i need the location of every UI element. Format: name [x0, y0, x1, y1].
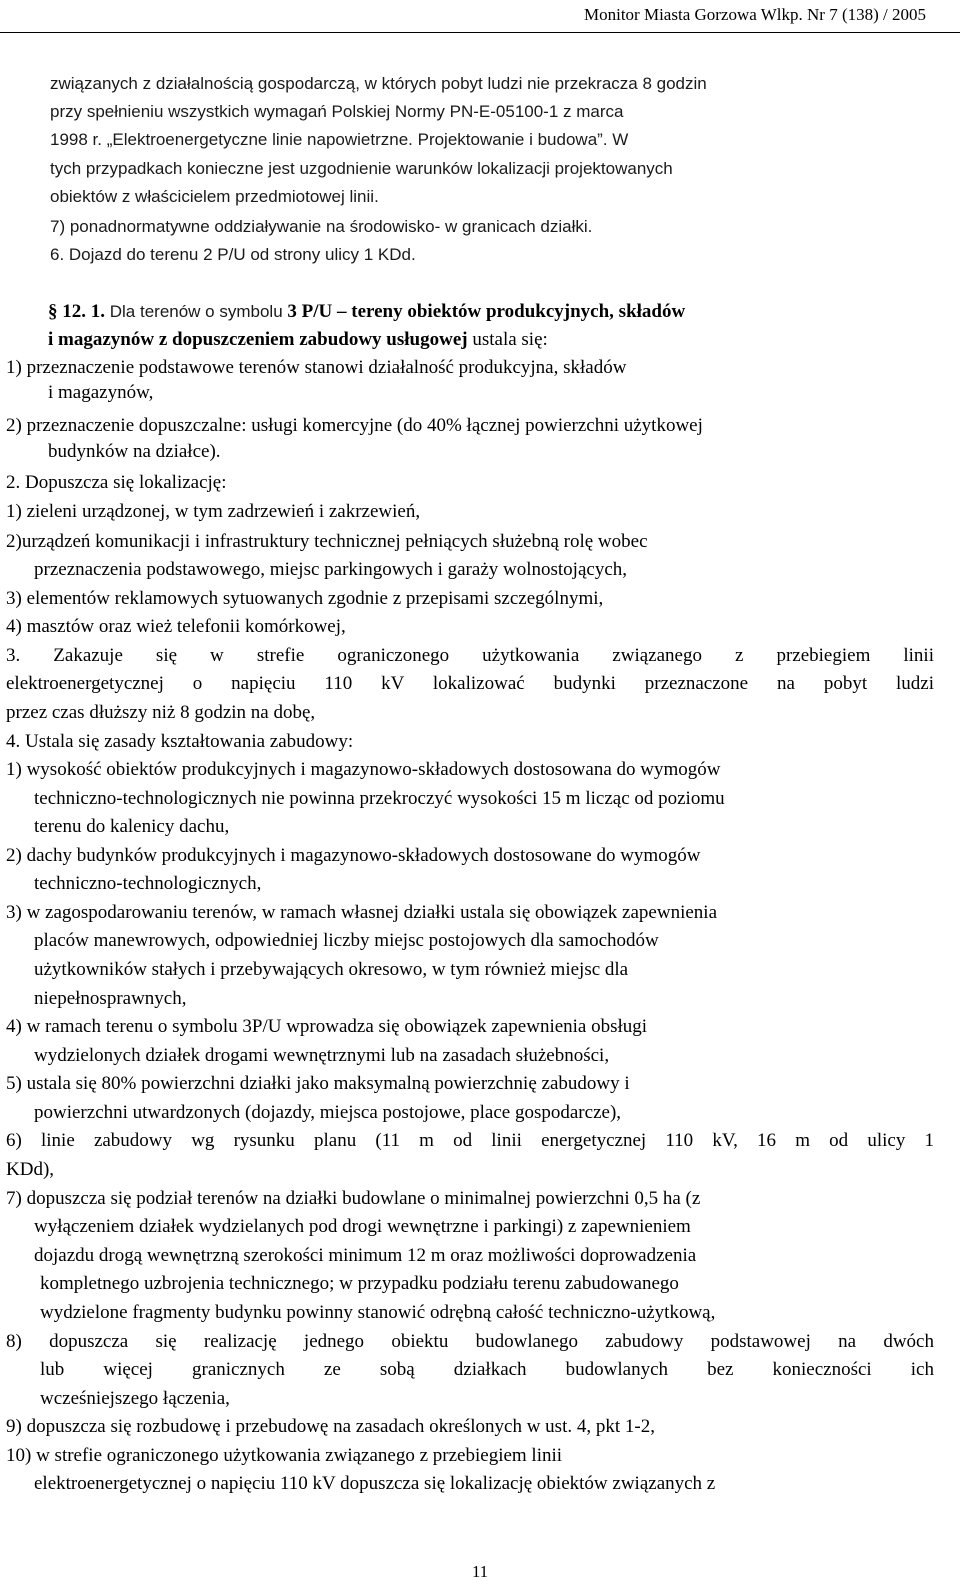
text-line: elektroenergetycznej o napięciu 110 kV dopuszcza się lokalizację obiektów związanych z	[34, 1473, 716, 1494]
text-line: dojazdu drogą wewnętrzną szerokości minimum 12 m oraz możliwości doprowadzenia	[34, 1245, 697, 1266]
section-heading	[48, 300, 685, 324]
text-line: 2) dachy budynków produkcyjnych i magazynowo-składowych dostosowane do wymogów	[6, 845, 701, 866]
section-intro-tail: ustala się:	[467, 329, 548, 350]
text-line: techniczno-technologicznych nie powinna przekroczyć wysokości 15 m licząc od poziomu	[34, 788, 725, 809]
text-line: 1) przeznaczenie podstawowe terenów stanowi działalność produkcyjna, składów	[6, 357, 627, 378]
text-line: i magazynów,	[48, 382, 154, 403]
text-line: 4. Ustala się zasady kształtowania zabudowy:	[6, 731, 354, 752]
section-number: § 12. 1.	[48, 301, 110, 322]
text-line: niepełnosprawnych,	[34, 988, 187, 1009]
text-line: 1) wysokość obiektów produkcyjnych i magazynowo-składowych dostosowana do wymogów	[6, 759, 721, 780]
text-line: placów manewrowych, odpowiedniej liczby miejsc postojowych dla samochodów	[34, 930, 659, 951]
text-line: 4) w ramach terenu o symbolu 3P/U wprowadza się obowiązek zapewnienia obsługi	[6, 1016, 648, 1037]
text-line: 3) w zagospodarowaniu terenów, w ramach własnej działki ustala się obowiązek zapewnienia	[6, 902, 717, 923]
text-line: 3) elementów reklamowych sytuowanych zgodnie z przepisami szczególnymi,	[6, 588, 604, 609]
text-line: terenu do kalenicy dachu,	[34, 816, 230, 837]
text-line: elektroenergetycznej o napięciu 110 kV lokalizować budynki przeznaczone na pobyt ludzi	[6, 673, 934, 694]
text-line: wydzielone fragmenty budynku powinny stanowić odrębną całość techniczno-użytkową,	[40, 1302, 716, 1323]
publication-title: Monitor Miasta Gorzowa Wlkp. Nr 7 (138) / 2005	[584, 5, 926, 24]
text-line: powierzchni utwardzonych (dojazdy, miejsca postojowe, place gospodarcze),	[34, 1102, 622, 1123]
text-line: 7) dopuszcza się podział terenów na działki budowlane o minimalnej powierzchni 0,5 ha (z	[6, 1188, 701, 1209]
text-line: 1998 r. „Elektroenergetyczne linie napowietrzne. Projektowanie i budowa”. W	[50, 130, 629, 149]
text-line: związanych z działalnością gospodarczą, w których pobyt ludzi nie przekracza 8 godzin	[50, 74, 707, 93]
text-line: przy spełnieniu wszystkich wymagań Polskiej Normy PN-E-05100-1 z marca	[50, 102, 624, 121]
section-heading-cont	[48, 328, 548, 352]
text-line: wcześniejszego łączenia,	[40, 1388, 230, 1409]
text-line: 7) ponadnormatywne oddziaływanie na środowisko- w granicach działki.	[50, 217, 593, 236]
text-line: 8) dopuszcza się realizację jednego obiektu budowlanego zabudowy podstawowej na dwóch	[6, 1331, 934, 1352]
text-line: przeznaczenia podstawowego, miejsc parkingowych i garaży wolnostojących,	[34, 559, 627, 580]
text-line: wyłączeniem działek wydzielanych pod drogi wewnętrzne i parkingi) z zapewnieniem	[34, 1216, 691, 1237]
section-intro-bold: 3 P/U – tereny obiektów produkcyjnych, składów	[287, 301, 686, 322]
text-line: KDd),	[6, 1159, 55, 1180]
text-line: tych przypadkach konieczne jest uzgodnienie warunków lokalizacji projektowanych	[50, 159, 673, 178]
page-number: 11	[471, 1562, 489, 1581]
text-line: przez czas dłuższy niż 8 godzin na dobę,	[6, 702, 316, 723]
text-line: 2. Dopuszcza się lokalizację:	[6, 472, 227, 493]
text-line: 6. Dojazd do terenu 2 P/U od strony ulicy 1 KDd.	[50, 245, 416, 264]
text-line: kompletnego uzbrojenia technicznego; w przypadku podziału terenu zabudowanego	[40, 1273, 679, 1294]
text-line: 1) zieleni urządzonej, w tym zadrzewień i zakrzewień,	[6, 501, 421, 522]
text-line: 5) ustala się 80% powierzchni działki jako maksymalną powierzchnię zabudowy i	[6, 1073, 630, 1094]
text-line: obiektów z właścicielem przedmiotowej linii.	[50, 187, 379, 206]
text-line: 3. Zakazuje się w strefie ograniczonego użytkowania związanego z przebiegiem linii	[6, 645, 934, 666]
text-line: użytkowników stałych i przebywających okresowo, w tym również miejsc dla	[34, 959, 629, 980]
text-line: budynków na działce).	[48, 441, 221, 462]
header-rule	[0, 32, 960, 33]
text-line: 4) masztów oraz wież telefonii komórkowej,	[6, 616, 346, 637]
section-intro-plain: Dla terenów o symbolu	[109, 302, 288, 321]
text-line: 2)urządzeń komunikacji i infrastruktury technicznej pełniących służebną rolę wobec	[6, 531, 648, 552]
text-line: techniczno-technologicznych,	[34, 873, 262, 894]
text-line: 2) przeznaczenie dopuszczalne: usługi komercyjne (do 40% łącznej powierzchni użytkowej	[6, 415, 703, 436]
text-line: 9) dopuszcza się rozbudowę i przebudowę na zasadach określonych w ust. 4, pkt 1-2,	[6, 1416, 655, 1437]
section-intro-bold-2: i magazynów z dopuszczeniem zabudowy usługowej	[48, 329, 468, 350]
text-line: 10) w strefie ograniczonego użytkowania związanego z przebiegiem linii	[6, 1445, 563, 1466]
text-line: lub więcej granicznych ze sobą działkach budowlanych bez konieczności ich	[40, 1359, 934, 1380]
text-line: wydzielonych działek drogami wewnętrznymi lub na zasadach służebności,	[34, 1045, 610, 1066]
text-line: 6) linie zabudowy wg rysunku planu (11 m od linii energetycznej 110 kV, 16 m od ulicy 1	[6, 1130, 934, 1151]
page-header	[0, 0, 960, 30]
